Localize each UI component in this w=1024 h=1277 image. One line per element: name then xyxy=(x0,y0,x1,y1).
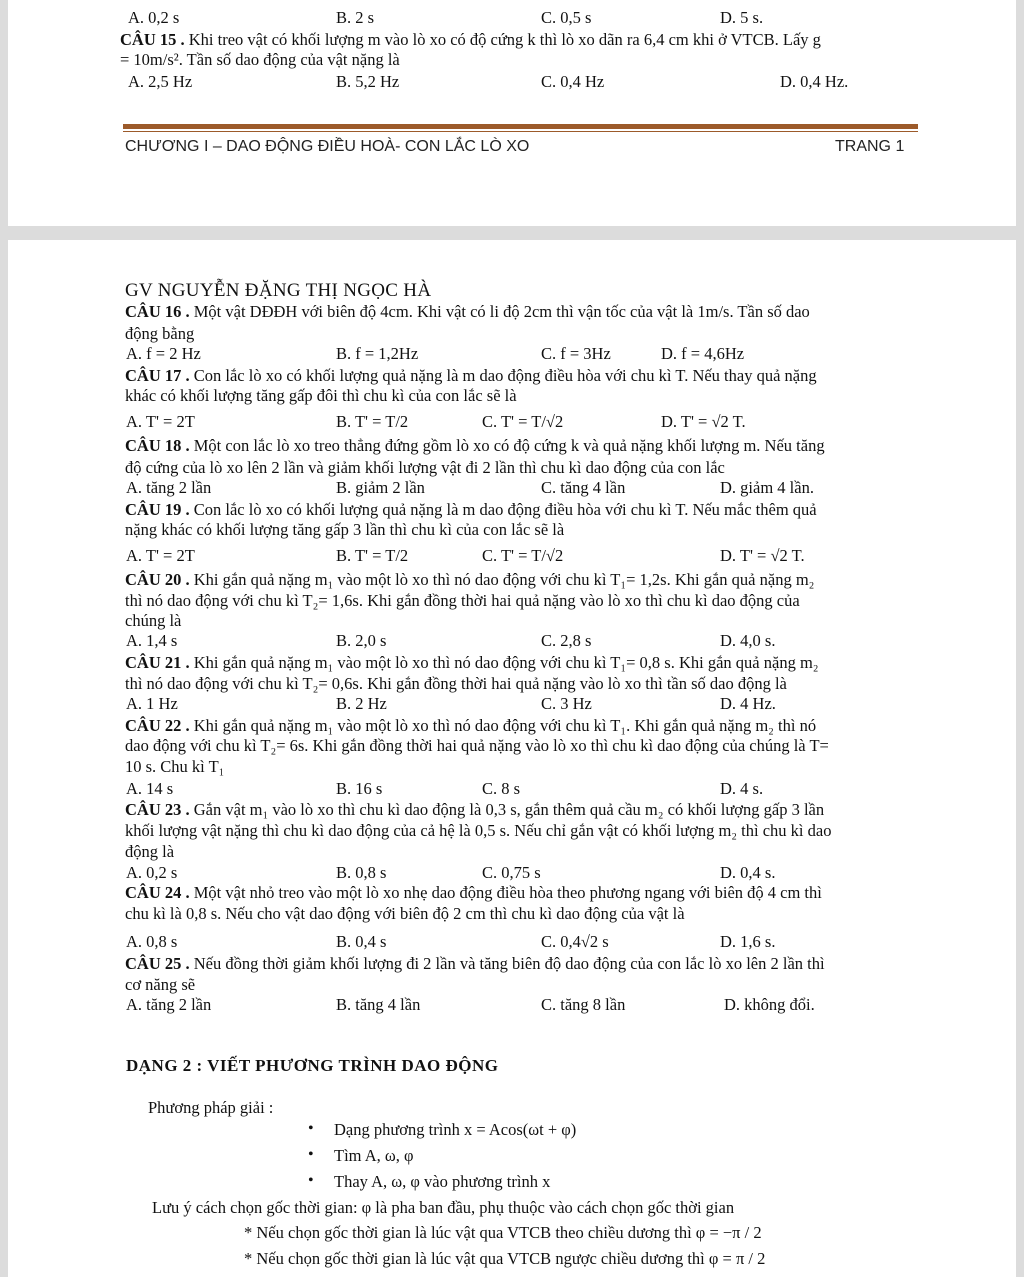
q20-text-2: thì nó dao động với chu kì T₂= 1,6s. Khi gắn đồng thời hai quả nặng vào lò xo thì chu kì dao động của xyxy=(125,591,800,610)
bullet-3: Thay A, ω, φ vào phương trình x xyxy=(334,1172,551,1191)
page-1 xyxy=(8,0,1016,226)
q20-option-c: C. 2,8 s xyxy=(541,631,592,650)
q19-text: CÂU 19 . Con lắc lò xo có khối lượng quả nặng là m dao động điều hòa với chu kì T. Nếu mắc thêm quả xyxy=(125,500,817,519)
q24-option-a: A. 0,8 s xyxy=(126,932,178,951)
q19-option-a: A. T' = 2T xyxy=(126,546,195,565)
q21-option-c: C. 3 Hz xyxy=(541,694,592,713)
q18-option-d: D. giảm 4 lần. xyxy=(720,478,814,497)
q22-text-3: 10 s. Chu kì T₁ xyxy=(125,757,225,776)
q19-option-d: D. T' = √2 T. xyxy=(720,546,805,565)
q14-option-a: A. 0,2 s xyxy=(128,8,180,27)
q24-option-d: D. 1,6 s. xyxy=(720,932,776,951)
q15-option-a: A. 2,5 Hz xyxy=(128,72,193,91)
q23-option-c: C. 0,75 s xyxy=(482,863,541,882)
q22-option-a: A. 14 s xyxy=(126,779,174,798)
q16-option-d: D. f = 4,6Hz xyxy=(661,344,745,363)
q25-option-c: C. tăng 8 lần xyxy=(541,995,626,1014)
q22-option-d: D. 4 s. xyxy=(720,779,764,798)
q18-text: CÂU 18 . Một con lắc lò xo treo thẳng đứng gồm lò xo có độ cứng k và quả nặng khối lượng m. Nếu tăng xyxy=(125,436,825,455)
q22-option-c: C. 8 s xyxy=(482,779,521,798)
q17-option-d: D. T' = √2 T. xyxy=(661,412,746,431)
q19-option-b: B. T' = T/2 xyxy=(336,546,409,565)
note-star-2: * Nếu chọn gốc thời gian là lúc vật qua VTCB ngược chiều dương thì φ = π / 2 xyxy=(244,1249,766,1268)
q20-text-3: chúng là xyxy=(125,611,182,630)
q24-text: CÂU 24 . Một vật nhỏ treo vào một lò xo nhẹ dao động điều hòa theo phương ngang với biên độ 4 cm thì xyxy=(125,883,822,902)
q25-option-a: A. tăng 2 lần xyxy=(126,995,212,1014)
q19-option-c: C. T' = T/√2 xyxy=(482,546,564,565)
bullet-2: Tìm A, ω, φ xyxy=(334,1146,414,1165)
q25-option-b: B. tăng 4 lần xyxy=(336,995,421,1014)
page-number: TRANG 1 xyxy=(835,138,905,155)
q21-option-a: A. 1 Hz xyxy=(126,694,178,713)
q20-text: CÂU 20 . Khi gắn quả nặng m₁ vào một lò xo thì nó dao động với chu kì T₁= 1,2s. Khi gắn quả nặng m₂ xyxy=(125,570,815,589)
chapter-footer: CHƯƠNG I – DAO ĐỘNG ĐIỀU HOÀ- CON LẮC LÒ XO xyxy=(125,138,530,155)
q21-text: CÂU 21 . Khi gắn quả nặng m₁ vào một lò xo thì nó dao động với chu kì T₁= 0,8 s. Khi gắn quả nặng m₂ xyxy=(125,653,819,672)
page-2 xyxy=(8,240,1016,1277)
q22-text-2: dao động với chu kì T₂= 6s. Khi gắn đồng thời hai quả nặng vào lò xo thì chu kì dao động của chúng là T= xyxy=(125,736,829,755)
q23-text-3: động là xyxy=(125,842,175,861)
footer-rule-thin xyxy=(123,131,918,132)
q17-option-b: B. T' = T/2 xyxy=(336,412,409,431)
q23-option-d: D. 0,4 s. xyxy=(720,863,776,882)
q17-option-c: C. T' = T/√2 xyxy=(482,412,564,431)
teacher-header: GV NGUYỄN ĐẶNG THỊ NGỌC HÀ xyxy=(125,280,432,301)
q16-option-b: B. f = 1,2Hz xyxy=(336,344,419,363)
q23-text-2: khối lượng vật nặng thì chu kì dao động của cả hệ là 0,5 s. Nếu chỉ gắn vật có khối lượng m₂ thì chu kì dao xyxy=(125,821,832,840)
q21-text-2: thì nó dao động với chu kì T₂= 0,6s. Khi gắn đồng thời hai quả nặng vào lò xo thì tần số dao động là xyxy=(125,674,787,693)
q14-option-b: B. 2 s xyxy=(336,8,375,27)
q16-option-c: C. f = 3Hz xyxy=(541,344,611,363)
note-star-1: * Nếu chọn gốc thời gian là lúc vật qua VTCB theo chiều dương thì φ = −π / 2 xyxy=(244,1223,762,1242)
q18-option-b: B. giảm 2 lần xyxy=(336,478,425,497)
q17-text-2: khác có khối lượng tăng gấp đôi thì chu kì của con lắc sẽ là xyxy=(125,386,517,405)
q23-option-b: B. 0,8 s xyxy=(336,863,387,882)
q16-text-2: động bằng xyxy=(125,324,195,343)
q23-option-a: A. 0,2 s xyxy=(126,863,178,882)
q22-text: CÂU 22 . Khi gắn quả nặng m₁ vào một lò xo thì nó dao động với chu kì T₁. Khi gắn quả nặng m₂ thì nó xyxy=(125,716,817,735)
bullet-dot-3: • xyxy=(308,1172,314,1189)
q18-option-c: C. tăng 4 lần xyxy=(541,478,626,497)
q24-text-2: chu kì là 0,8 s. Nếu cho vật dao động với biên độ 2 cm thì chu kì dao động của vật là xyxy=(125,904,685,923)
bullet-1: Dạng phương trình x = Acos(ωt + φ) xyxy=(334,1120,577,1139)
q19-text-2: nặng khác có khối lượng tăng gấp 3 lần thì chu kì của con lắc sẽ là xyxy=(125,520,565,539)
section-title: DẠNG 2 : VIẾT PHƯƠNG TRÌNH DAO ĐỘNG xyxy=(126,1056,499,1075)
bullet-dot-2: • xyxy=(308,1146,314,1163)
q17-text: CÂU 17 . Con lắc lò xo có khối lượng quả nặng là m dao động điều hòa với chu kì T. Nếu thay quả nặng xyxy=(125,366,817,385)
q15-text-2: = 10m/s². Tần số dao động của vật nặng là xyxy=(120,50,400,69)
q16-text: CÂU 16 . Một vật DĐĐH với biên độ 4cm. Khi vật có li độ 2cm thì vận tốc của vật là 1m/s. Tần số dao xyxy=(125,302,810,321)
footer-rule xyxy=(123,124,918,129)
q15-option-d: D. 0,4 Hz. xyxy=(780,72,849,91)
q14-option-d: D. 5 s. xyxy=(720,8,764,27)
method-label: Phương pháp giải : xyxy=(148,1098,274,1117)
q24-option-c: C. 0,4√2 s xyxy=(541,932,609,951)
q16-option-a: A. f = 2 Hz xyxy=(126,344,201,363)
q24-option-b: B. 0,4 s xyxy=(336,932,387,951)
q20-option-d: D. 4,0 s. xyxy=(720,631,776,650)
q15-option-c: C. 0,4 Hz xyxy=(541,72,605,91)
q15-option-b: B. 5,2 Hz xyxy=(336,72,400,91)
q22-option-b: B. 16 s xyxy=(336,779,383,798)
q15-text: CÂU 15 . Khi treo vật có khối lượng m vào lò xo có độ cứng k thì lò xo dãn ra 6,4 cm khi ở VTCB. Lấy g xyxy=(120,30,821,49)
q20-option-b: B. 2,0 s xyxy=(336,631,387,650)
q25-text-2: cơ năng sẽ xyxy=(125,975,196,994)
q20-option-a: A. 1,4 s xyxy=(126,631,178,650)
bullet-dot-1: • xyxy=(308,1120,314,1137)
q14-option-c: C. 0,5 s xyxy=(541,8,592,27)
q17-option-a: A. T' = 2T xyxy=(126,412,195,431)
q25-option-d: D. không đổi. xyxy=(724,995,815,1014)
time-origin-note: Lưu ý cách chọn gốc thời gian: φ là pha ban đầu, phụ thuộc vào cách chọn gốc thời gian xyxy=(152,1198,735,1217)
q23-text: CÂU 23 . Gắn vật m₁ vào lò xo thì chu kì dao động là 0,3 s, gắn thêm quả cầu m₂ có khối lượng gấp 3 lần xyxy=(125,800,825,819)
q21-option-d: D. 4 Hz. xyxy=(720,694,776,713)
q18-option-a: A. tăng 2 lần xyxy=(126,478,212,497)
q18-text-2: độ cứng của lò xo lên 2 lần và giảm khối lượng vật đi 2 lần thì chu kì dao động của con lắc xyxy=(125,458,725,477)
q25-text: CÂU 25 . Nếu đồng thời giảm khối lượng đi 2 lần và tăng biên độ dao động của con lắc lò xo lên 2 lần thì xyxy=(125,954,825,973)
q21-option-b: B. 2 Hz xyxy=(336,694,387,713)
